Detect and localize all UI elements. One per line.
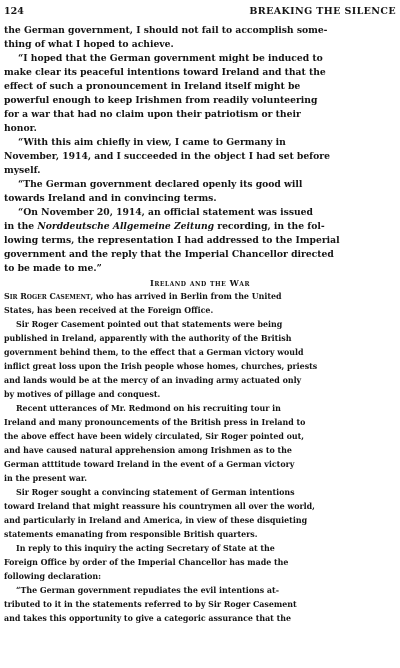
- line-content: [16, 320, 282, 329]
- line-content: [4, 235, 340, 246]
- text-line: [4, 570, 396, 584]
- line-content: [18, 137, 286, 148]
- text-run: government and the reply that the Imperial Chancellor directed: [4, 249, 334, 260]
- text-run: lowing terms, the representation I had addressed to the Imperial: [4, 235, 340, 246]
- line-content: [4, 530, 257, 539]
- line-content: [18, 179, 302, 190]
- text-line: [4, 248, 396, 262]
- text-line: [4, 346, 396, 360]
- text-run: the German government, I should not fail to accomplish some-: [4, 25, 328, 36]
- text-run: in the present war.: [4, 474, 88, 483]
- text-run: Recent utterances of Mr. Redmond on his recruiting tour in: [16, 404, 281, 413]
- text-line: [4, 416, 396, 430]
- text-line: [4, 178, 400, 192]
- section-heading: [4, 276, 396, 290]
- text-run: honor.: [4, 123, 37, 134]
- line-content: [4, 474, 87, 483]
- text-run: “The German government repudiates the evil intentions at-: [16, 586, 279, 595]
- line-content: [4, 25, 328, 36]
- text-line: [4, 234, 396, 248]
- text-line: [4, 52, 400, 66]
- text-run: published in Ireland, apparently with the authority of the British: [4, 334, 292, 343]
- text-line: [4, 514, 396, 528]
- text-run: by motives of pillage and conquest.: [4, 390, 161, 399]
- text-line: [4, 360, 396, 374]
- text-run: the above effect have been widely circulated, Sir Roger pointed out,: [4, 432, 304, 441]
- text-run: thing of what I hoped to achieve.: [4, 39, 174, 50]
- text-line: [4, 220, 396, 234]
- line-content: [4, 306, 213, 315]
- text-run: , who has arrived in Berlin from the United: [90, 292, 282, 301]
- text-line: [4, 24, 396, 38]
- text-line: [4, 598, 396, 612]
- text-run: and takes this opportunity to give a categoric assurance that the: [4, 614, 291, 623]
- line-content: [4, 334, 291, 343]
- text-run: Sir Roger sought a convincing statement of German intentions: [16, 488, 295, 497]
- text-line: [4, 402, 400, 416]
- text-line: [4, 192, 396, 206]
- line-content: [4, 151, 330, 162]
- line-content: [4, 460, 294, 469]
- text-line: [4, 94, 396, 108]
- text-line: [4, 458, 396, 472]
- text-run: and lands would be at the mercy of an invading army actuated only: [4, 376, 302, 385]
- line-content: [4, 39, 174, 50]
- text-run: government behind them, to the effect that a German victory would: [4, 348, 304, 357]
- line-content: [4, 362, 317, 371]
- line-content: [4, 81, 300, 92]
- text-run: to be made to me.”: [4, 263, 102, 274]
- line-content: [4, 432, 304, 441]
- text-run: Foreign Office by order of the Imperial Chancellor has made the: [4, 558, 289, 567]
- newspaper-title: Norddeutsche Allgemeine Zeitung: [37, 221, 215, 232]
- text-run: powerful enough to keep Irishmen from readily volunteering: [4, 95, 318, 106]
- text-line: [4, 290, 396, 304]
- line-content: [4, 249, 334, 260]
- line-content: [4, 67, 326, 78]
- text-run: for a war that had no claim upon their patriotism or their: [4, 109, 301, 120]
- text-line: [4, 528, 396, 542]
- line-content: [4, 165, 40, 176]
- line-content: [4, 348, 304, 357]
- line-content: [4, 600, 297, 609]
- line-content: [4, 221, 325, 232]
- line-content: [150, 278, 250, 288]
- text-line: [4, 332, 396, 346]
- text-run: States, has been received at the Foreign Office.: [4, 306, 214, 315]
- text-line: [4, 150, 396, 164]
- text-run: towards Ireland and in convincing terms.: [4, 193, 217, 204]
- line-content: [16, 404, 281, 413]
- text-run: statements emanating from responsible British quarters.: [4, 530, 258, 539]
- text-line: [4, 80, 396, 94]
- text-run: and have caused natural apprehension among Irishmen as to the: [4, 446, 292, 455]
- text-line: [4, 500, 396, 514]
- line-content: [4, 109, 301, 120]
- text-line: [4, 472, 396, 486]
- text-line: [4, 108, 396, 122]
- text-line: [4, 612, 396, 626]
- line-content: [4, 263, 102, 274]
- text-line: [4, 66, 396, 80]
- text-line: [4, 262, 396, 276]
- line-content: [4, 193, 217, 204]
- line-content: [4, 446, 292, 455]
- text-line: [4, 486, 400, 500]
- text-line: [4, 304, 396, 318]
- text-line: [4, 556, 396, 570]
- heading-text: Ireland and the War: [150, 278, 250, 288]
- text-line: [4, 542, 400, 556]
- line-content: [16, 544, 275, 553]
- line-content: [4, 516, 307, 525]
- line-content: [16, 488, 295, 497]
- text-run: myself.: [4, 165, 41, 176]
- text-run: make clear its peaceful intentions toward Ireland and that the: [4, 67, 326, 78]
- text-line: [4, 584, 400, 598]
- line-content: [4, 95, 317, 106]
- line-content: [16, 586, 279, 595]
- text-run: inflict great loss upon the Irish people whose homes, churches, priests: [4, 362, 318, 371]
- line-content: [4, 614, 291, 623]
- line-content: [4, 390, 160, 399]
- text-line: [4, 206, 400, 220]
- text-run: Sir Roger Casement pointed out that statements were being: [16, 320, 283, 329]
- text-line: [4, 388, 396, 402]
- line-content: [4, 502, 315, 511]
- line-content: [4, 418, 305, 427]
- text-run: Ireland and many pronouncements of the British press in Ireland to: [4, 418, 306, 427]
- text-line: [4, 38, 396, 52]
- text-line: [4, 430, 396, 444]
- page-number: 124: [4, 6, 24, 17]
- text-run: “On November 20, 1914, an official statement was issued: [18, 207, 313, 218]
- text-run: effect of such a pronouncement in Ireland itself might be: [4, 81, 301, 92]
- running-title: BREAKING THE SILENCE: [249, 6, 396, 17]
- running-header: [4, 6, 396, 22]
- text-run: “I hoped that the German government might be induced to: [18, 53, 323, 64]
- text-run: following declaration:: [4, 572, 101, 581]
- text-run: in the: [4, 221, 38, 232]
- line-content: [4, 572, 101, 581]
- text-line: [4, 318, 400, 332]
- name-smallcaps: Sir Roger Casement: [4, 292, 91, 301]
- line-content: [4, 292, 282, 301]
- text-run: toward Ireland that might reassure his countrymen all over the world,: [4, 502, 315, 511]
- line-content: [4, 123, 37, 134]
- line-content: [4, 558, 288, 567]
- line-content: [4, 376, 301, 385]
- line-content: [18, 53, 323, 64]
- text-line: [4, 136, 400, 150]
- line-content: [18, 207, 313, 218]
- text-line: [4, 444, 396, 458]
- text-line: [4, 122, 396, 136]
- text-run: “With this aim chiefly in view, I came to Germany in: [18, 137, 286, 148]
- text-run: November, 1914, and I succeeded in the object I had set before: [4, 151, 330, 162]
- text-line: [4, 374, 396, 388]
- text-run: German atttitude toward Ireland in the event of a German victory: [4, 460, 295, 469]
- text-run: tributed to it in the statements referred to by Sir Roger Casement: [4, 600, 297, 609]
- text-line: [4, 164, 396, 178]
- text-run: In reply to this inquiry the acting Secretary of State at the: [16, 544, 275, 553]
- text-run: and particularly in Ireland and America, in view of these disquieting: [4, 516, 308, 525]
- text-run: recording, in the fol-: [214, 221, 325, 232]
- text-run: “The German government declared openly its good will: [18, 179, 303, 190]
